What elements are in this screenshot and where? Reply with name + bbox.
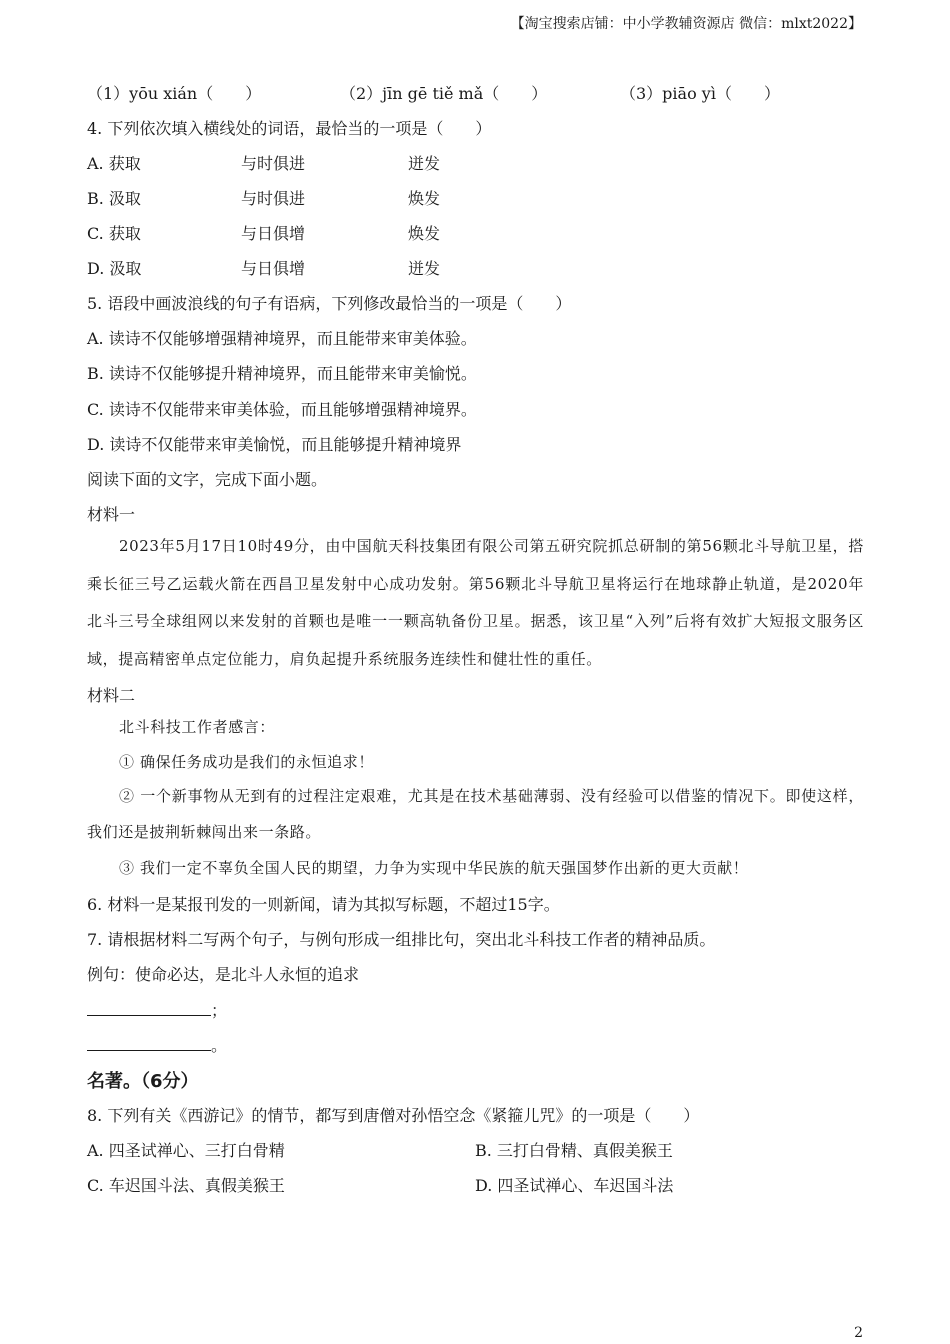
- blank-punct-2: 。: [211, 1036, 228, 1055]
- q5-stem: 5. 语段中画波浪线的句子有语病，下列修改最恰当的一项是（ ）: [87, 294, 572, 313]
- material-1-text: 2023年5月17日10时49分，由中国航天科技集团有限公司第五研究院抓总研制的第56颗北斗导航卫星，搭乘长征三号乙运载火箭在西昌卫星发射中心成功发射。第56颗北斗导航卫星将运行在地球静止轨道，是2020年北斗三号全球组网以来发射的首颗也是唯一一颗高轨备份卫星。据悉，该卫星“入列”后将有效扩大短报文服务区域，提高精密单点定位能力，肩负起提升系统服务连续性和健壮性的重任。: [87, 537, 864, 668]
- q4-option-c-word3: 焕发: [408, 224, 441, 243]
- q4-option-a-word3: 迸发: [408, 154, 441, 173]
- q8-option-a: A. 四圣试禅心、三打白骨精: [87, 1141, 285, 1160]
- q8-option-c: C. 车迟国斗法、真假美猴王: [87, 1176, 285, 1195]
- q6-stem: 6. 材料一是某报刊发的一则新闻，请为其拟写标题，不超过15字。: [87, 895, 560, 914]
- q4-option-a-word1: A. 获取: [87, 154, 141, 173]
- q4-option-c-word1: C. 获取: [87, 224, 141, 243]
- q5-option-b: B. 读诗不仅能够提升精神境界，而且能带来审美愉悦。: [87, 364, 477, 383]
- q5-option-a: A. 读诗不仅能够增强精神境界，而且能带来审美体验。: [87, 329, 477, 348]
- q4-option-c-word2: 与日俱增: [241, 224, 306, 243]
- q4-option-a: [87, 151, 507, 173]
- material-1-title: 材料一: [87, 505, 136, 524]
- q5-option-c: C. 读诗不仅能带来审美体验，而且能够增强精神境界。: [87, 400, 477, 419]
- material-2-item-3: ③ 我们一定不辜负全国人民的期望，力争为实现中华民族的航天强国梦作出新的更大贡献！: [119, 859, 749, 877]
- section-title: 名著。（6分）: [87, 1071, 199, 1092]
- q4-option-d-word2: 与日俱增: [241, 259, 306, 278]
- pinyin-item-3: （3）piāo yì（ ）: [620, 84, 780, 103]
- material-2-lead: 北斗科技工作者感言：: [119, 718, 276, 736]
- q7-answer-blank-2[interactable]: [87, 1033, 227, 1056]
- material-2-title: 材料二: [87, 686, 136, 705]
- q4-option-b-word1: B. 汲取: [87, 189, 141, 208]
- q4-option-c: [87, 221, 507, 243]
- page-number: 2: [854, 1325, 863, 1341]
- q4-option-d: [87, 256, 507, 278]
- q4-option-d-word1: D. 汲取: [87, 259, 142, 278]
- q4-option-d-word3: 迸发: [408, 259, 441, 278]
- page-header: 【淘宝搜索店铺：中小学教辅资源店 微信：mlxt2022】: [510, 16, 862, 32]
- q7-answer-blank-1[interactable]: [87, 998, 227, 1021]
- q4-option-a-word2: 与时俱进: [241, 154, 306, 173]
- pinyin-row: [87, 81, 867, 103]
- q4-option-b-word2: 与时俱进: [241, 189, 306, 208]
- q8-option-d: D. 四圣试禅心、车迟国斗法: [475, 1176, 674, 1195]
- q4-option-b: [87, 186, 507, 208]
- q4-stem: 4. 下列依次填入横线处的词语，最恰当的一项是（ ）: [87, 119, 492, 138]
- q8-option-b: B. 三打白骨精、真假美猴王: [475, 1141, 673, 1160]
- answer-underline: [87, 1036, 211, 1051]
- material-2-item-2: ② 一个新事物从无到有的过程注定艰难，尤其是在技术基础薄弱、没有经验可以借鉴的情况下。即使这样，我们还是披荆斩棘闯出来一条路。: [87, 787, 864, 841]
- blank-punct-1: ；: [211, 1001, 228, 1020]
- q4-option-b-word3: 焕发: [408, 189, 441, 208]
- q7-example: 例句：使命必达，是北斗人永恒的追求: [87, 965, 360, 984]
- material-2-item-1: ① 确保任务成功是我们的永恒追求！: [119, 753, 374, 771]
- q5-option-d: D. 读诗不仅能带来审美愉悦，而且能够提升精神境界: [87, 435, 462, 454]
- reading-intro: 阅读下面的文字，完成下面小题。: [87, 470, 328, 489]
- q8-stem: 8. 下列有关《西游记》的情节，都写到唐僧对孙悟空念《紧箍儿咒》的一项是（ ）: [87, 1106, 700, 1125]
- pinyin-item-2: （2）jīn gē tiě mǎ（ ）: [340, 84, 548, 103]
- pinyin-item-1: （1）yōu xián（ ）: [87, 84, 262, 103]
- answer-underline: [87, 1001, 211, 1016]
- q7-stem: 7. 请根据材料二写两个句子，与例句形成一组排比句，突出北斗科技工作者的精神品质。: [87, 930, 716, 949]
